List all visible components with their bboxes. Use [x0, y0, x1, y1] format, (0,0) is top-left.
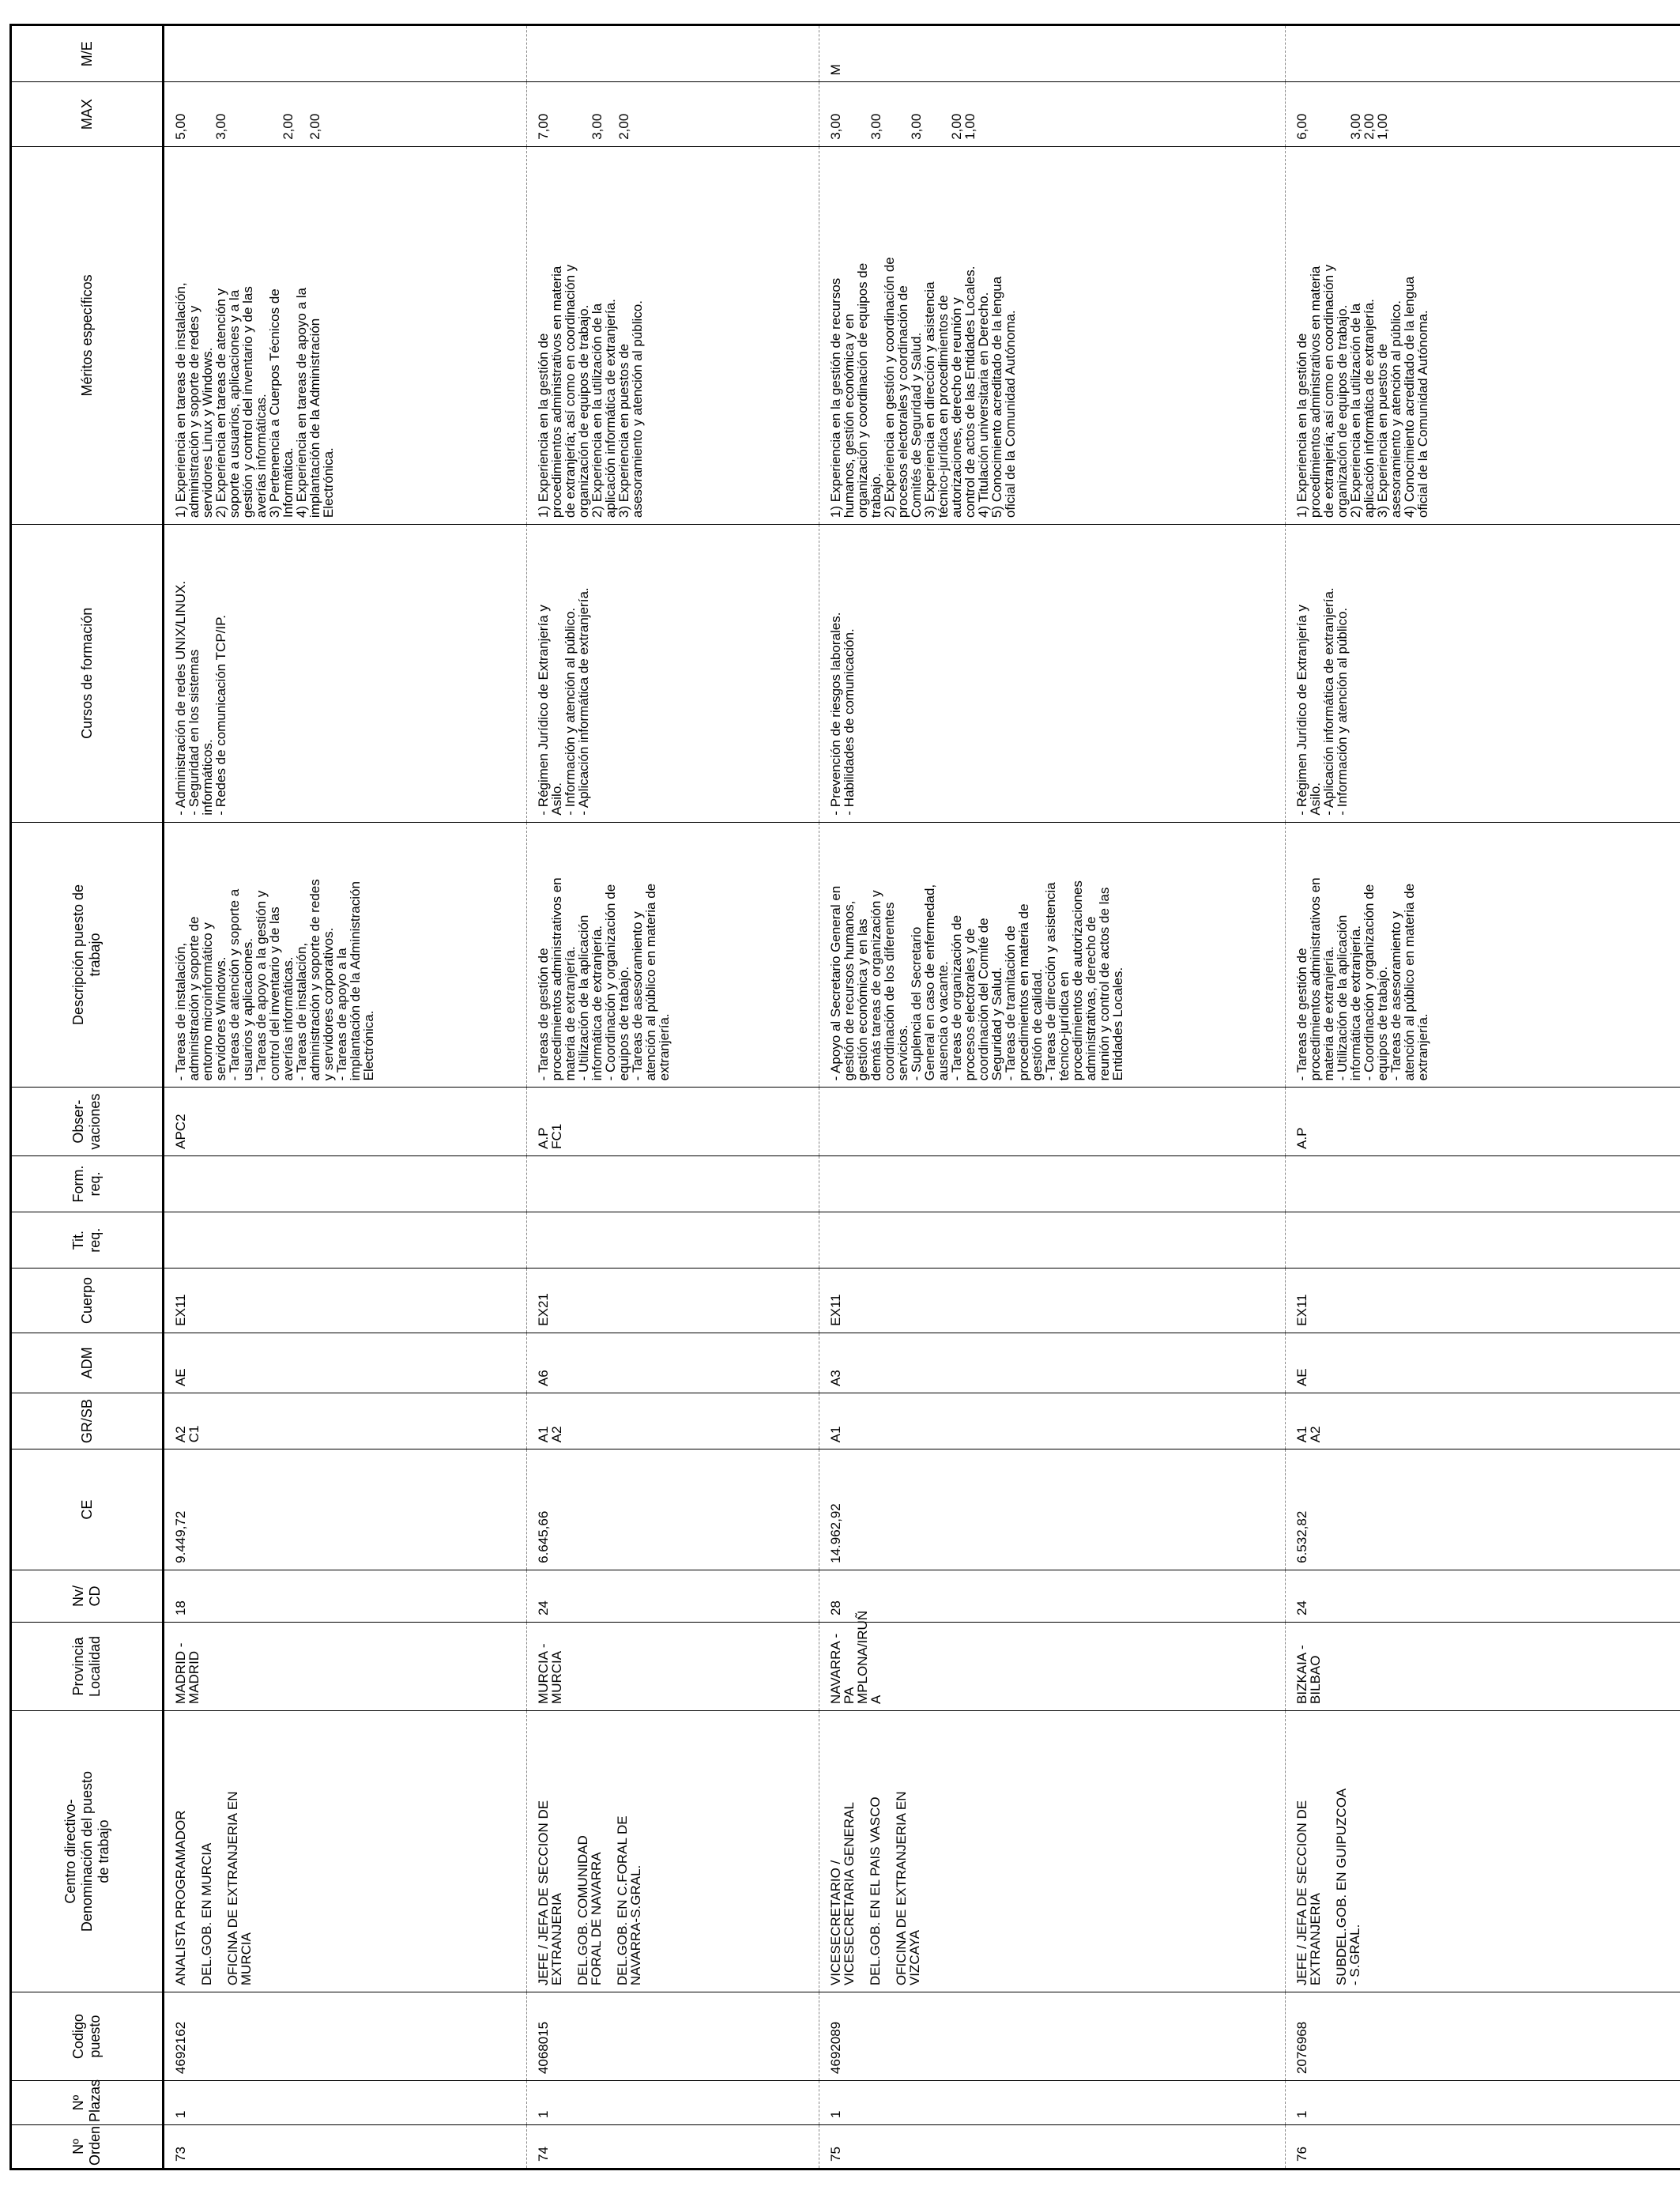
cell-nivel: 28	[819, 1570, 1286, 1622]
cell-grupo: A1 A2	[1286, 1393, 1680, 1449]
cell-grupo: A1	[819, 1393, 1286, 1449]
position-title: VICESECRETARIO / VICESECRETARIA GENERAL	[828, 1802, 857, 1986]
cell-me	[527, 25, 819, 82]
cell-cuerpo: EX11	[1286, 1269, 1680, 1333]
cell-ce: 9.449,72	[164, 1449, 527, 1570]
section-heading: SUBDEL.GOB. EN GUIPUZCOA - S.GRAL.	[1334, 1788, 1362, 1986]
cell-grupo: A2 C1	[164, 1393, 527, 1449]
cell-codigo: 4692162	[164, 1992, 527, 2081]
cell-observaciones: A.P FC1	[527, 1088, 819, 1155]
cell-observaciones: APC2	[164, 1088, 527, 1155]
header-cuerpo: Cuerpo	[11, 1269, 164, 1333]
cell-titulacion	[164, 1212, 527, 1269]
cell-adm: A6	[527, 1333, 819, 1393]
section-heading: DEL.GOB. EN C.FORAL DE NAVARRA-S.GRAL.	[615, 1815, 643, 1986]
position-title: ANALISTA PROGRAMADOR	[173, 1810, 188, 1986]
cell-orden: 74	[527, 2125, 819, 2169]
cell-cuerpo: EX11	[819, 1269, 1286, 1333]
cell-orden: 75	[819, 2125, 1286, 2169]
cell-meritos: 1) Experiencia en tareas de instalación, administración y soporte de redes y servidores Linux y Windows. 2) Experiencia en tareas de atención y soporte a usuarios, aplicaciones y a la gestión y control del inventario y de las averías informáticas. 3) Pertenencia a Cuerpos Técnicos de Informática. 4) Experiencia en tareas de apoyo a la implantación de la Administración Electrónica.	[164, 146, 527, 524]
table-row	[527, 25, 819, 2169]
cell-grupo: A1 A2	[527, 1393, 819, 1449]
cell-plazas: 1	[819, 2081, 1286, 2125]
section-heading: DEL.GOB. COMUNIDAD FORAL DE NAVARRA	[575, 1835, 604, 1986]
header-max: MAX	[11, 82, 164, 146]
cell-max: 5,00 3,00 2,00 2,00	[164, 82, 527, 146]
cell-max: 6,00 3,00 2,00 1,00	[1286, 82, 1680, 146]
header-grupo: GR/SB	[11, 1393, 164, 1449]
header-me: M/E	[11, 25, 164, 82]
cell-titulacion	[527, 1212, 819, 1269]
cell-formacion	[1286, 1155, 1680, 1212]
section-heading: DEL.GOB. EN MURCIA	[199, 1842, 214, 1986]
cell-formacion	[527, 1155, 819, 1212]
cell-orden: 76	[1286, 2125, 1680, 2169]
cell-plazas: 1	[1286, 2081, 1680, 2125]
cell-meritos: 1) Experiencia en la gestión de recursos humanos, gestión económica y en organización y coordinación de equipos de trabajo. 2) Experiencia en gestión y coordinación de procesos electorales y coordinación de Comités de Seguridad y Salud. 3) Experiencia en dirección y asistencia técnico-jurídica en procedimientos de autorizaciones, derecho de reunión y control de actos de las Entidades Locales. 4) Titulación universitaria en Derecho. 5) Conocimiento acreditado de la lengua oficial de la Comunidad Autónoma.	[819, 146, 1286, 524]
cell-formacion	[819, 1155, 1286, 1212]
cell-plazas: 1	[527, 2081, 819, 2125]
header-plazas: Nº Plazas	[11, 2081, 164, 2125]
cell-plazas: 1	[164, 2081, 527, 2125]
cell-nivel: 18	[164, 1570, 527, 1622]
cell-me	[1286, 25, 1680, 82]
header-centro: Centro directivo- Denominación del puesto de trabajo	[11, 1710, 164, 1992]
table-header-row	[11, 25, 164, 2169]
cell-codigo: 2076968	[1286, 1992, 1680, 2081]
table-row	[1286, 25, 1680, 2169]
cell-cuerpo: EX11	[164, 1269, 527, 1333]
position-title: JEFE / JEFA DE SECCION DE EXTRANJERIA	[1294, 1800, 1323, 1986]
section-heading: OFICINA DE EXTRANJERIA EN VIZCAYA	[894, 1791, 922, 1986]
cell-descripcion: - Tareas de gestión de procedimientos administrativos en materia de extranjería. - Utilización de la aplicación informática de extranjería. - Coordinación y organización de equipos de trabajo. - Tareas de asesoramiento y atención al público en materia de extranjería.	[1286, 822, 1680, 1088]
cell-codigo: 4068015	[527, 1992, 819, 2081]
cell-descripcion: - Tareas de instalación, administración y soporte de entorno microinformático y servidores Windows. - Tareas de atención y soporte a usuarios y aplicaciones. - Tareas de apoyo a la gestión y control del inventario y de las averías informáticas. - Tareas de instalación, administración y soporte de redes y servidores corporativos. - Tareas de apoyo a la implantación de la Administración Electrónica.	[164, 822, 527, 1088]
cell-adm: AE	[1286, 1333, 1680, 1393]
cell-me	[164, 25, 527, 82]
section-heading: OFICINA DE EXTRANJERIA EN MURCIA	[225, 1791, 254, 1986]
header-adm: ADM	[11, 1333, 164, 1393]
header-descripcion: Descripción puesto de trabajo	[11, 822, 164, 1088]
header-titulacion: Tit. req.	[11, 1212, 164, 1269]
cell-orden: 73	[164, 2125, 527, 2169]
cell-max: 3,00 3,00 3,00 2,00 1,00	[819, 82, 1286, 146]
cell-provincia: NAVARRA - PA MPLONA/IRUÑ A	[819, 1623, 1286, 1711]
cell-descripcion: - Apoyo al Secretario General en gestión de recursos humanos, gestión económica y en las demás tareas de organización y coordinación de los diferentes servicios. - Suplencia del Secretario General en caso de enfermedad, ausencia o vacante. - Tareas de organización de procesos electorales y de coordinación del Comité de Seguridad y Salud. - Tareas de tramitación de procedimientos en materia de gestión de calidad. - Tareas de dirección y asistencia técnico-jurídica en procedimientos de autorizaciones administrativas, derecho de reunión y control de actos de las Entidades Locales.	[819, 822, 1286, 1088]
cell-meritos: 1) Experiencia en la gestión de procedimientos administrativos en materia de extranjería; así como en coordinación y organización de equipos de trabajo. 2) Experiencia en la utilización de la aplicación informática de extranjería. 3) Experiencia en puestos de asesoramiento y atención al público.	[527, 146, 819, 524]
header-cursos: Cursos de formación	[11, 525, 164, 823]
cell-formacion	[164, 1155, 527, 1212]
cell-cursos: - Régimen Jurídico de Extranjería y Asilo. - Aplicación informática de extranjería. - Información y atención al público.	[1286, 525, 1680, 823]
position-title: JEFE / JEFA DE SECCION DE EXTRANJERIA	[536, 1800, 564, 1986]
cell-codigo: 4692089	[819, 1992, 1286, 2081]
cell-provincia: BIZKAIA - BILBAO	[1286, 1623, 1680, 1711]
cell-observaciones	[819, 1088, 1286, 1155]
header-nivel: Nv/ CD	[11, 1570, 164, 1622]
table-row	[164, 25, 527, 2169]
cell-adm: A3	[819, 1333, 1286, 1393]
job-positions-table	[9, 24, 1680, 2170]
cell-nivel: 24	[527, 1570, 819, 1622]
cell-provincia: MURCIA - MURCIA	[527, 1623, 819, 1711]
cell-centro	[819, 1710, 1286, 1992]
cell-centro	[527, 1710, 819, 1992]
cell-ce: 6.645,66	[527, 1449, 819, 1570]
header-formacion: Form. req.	[11, 1155, 164, 1212]
cell-descripcion: - Tareas de gestión de procedimientos administrativos en materia de extranjería. - Utilización de la aplicación informática de extranjería. - Coordinación y organización de equipos de trabajo. - Tareas de asesoramiento y atención al público en materia de extranjería.	[527, 822, 819, 1088]
cell-centro	[1286, 1710, 1680, 1992]
cell-cursos: - Régimen Jurídico de Extranjería y Asilo. - Información y atención al público. - Aplicación informática de extranjería.	[527, 525, 819, 823]
header-ce: CE	[11, 1449, 164, 1570]
cell-adm: AE	[164, 1333, 527, 1393]
header-meritos: Méritos específicos	[11, 146, 164, 524]
cell-cursos: - Administración de redes UNIX/LINUX. - Seguridad en los sistemas informáticos. - Redes de comunicación TCP/IP.	[164, 525, 527, 823]
cell-provincia: MADRID - MADRID	[164, 1623, 527, 1711]
cell-max: 7,00 3,00 2,00	[527, 82, 819, 146]
section-heading: DEL.GOB. EN EL PAIS VASCO	[868, 1796, 883, 1986]
table-row	[819, 25, 1286, 2169]
header-provincia: Provincia Localidad	[11, 1623, 164, 1711]
cell-cursos: - Prevención de riesgos laborales. - Habilidades de comunicación.	[819, 525, 1286, 823]
cell-meritos: 1) Experiencia en la gestión de procedimientos administrativos en materia de extranjería; así como en coordinación y organización de equipos de trabajo. 2) Experiencia en la utilización de la aplicación informática de extranjería. 3) Experiencia en puestos de asesoramiento y atención al público. 4) Conocimiento acreditado de la lengua oficial de la Comunidad Autónoma.	[1286, 146, 1680, 524]
cell-me: M	[819, 25, 1286, 82]
cell-centro	[164, 1710, 527, 1992]
cell-cuerpo: EX21	[527, 1269, 819, 1333]
cell-observaciones: A.P	[1286, 1088, 1680, 1155]
header-codigo: Codigo puesto	[11, 1992, 164, 2081]
header-orden: Nº Orden	[11, 2125, 164, 2169]
header-observaciones: Obser- vaciones	[11, 1088, 164, 1155]
cell-nivel: 24	[1286, 1570, 1680, 1622]
cell-titulacion	[1286, 1212, 1680, 1269]
cell-titulacion	[819, 1212, 1286, 1269]
cell-ce: 6.532,82	[1286, 1449, 1680, 1570]
cell-ce: 14.962,92	[819, 1449, 1286, 1570]
